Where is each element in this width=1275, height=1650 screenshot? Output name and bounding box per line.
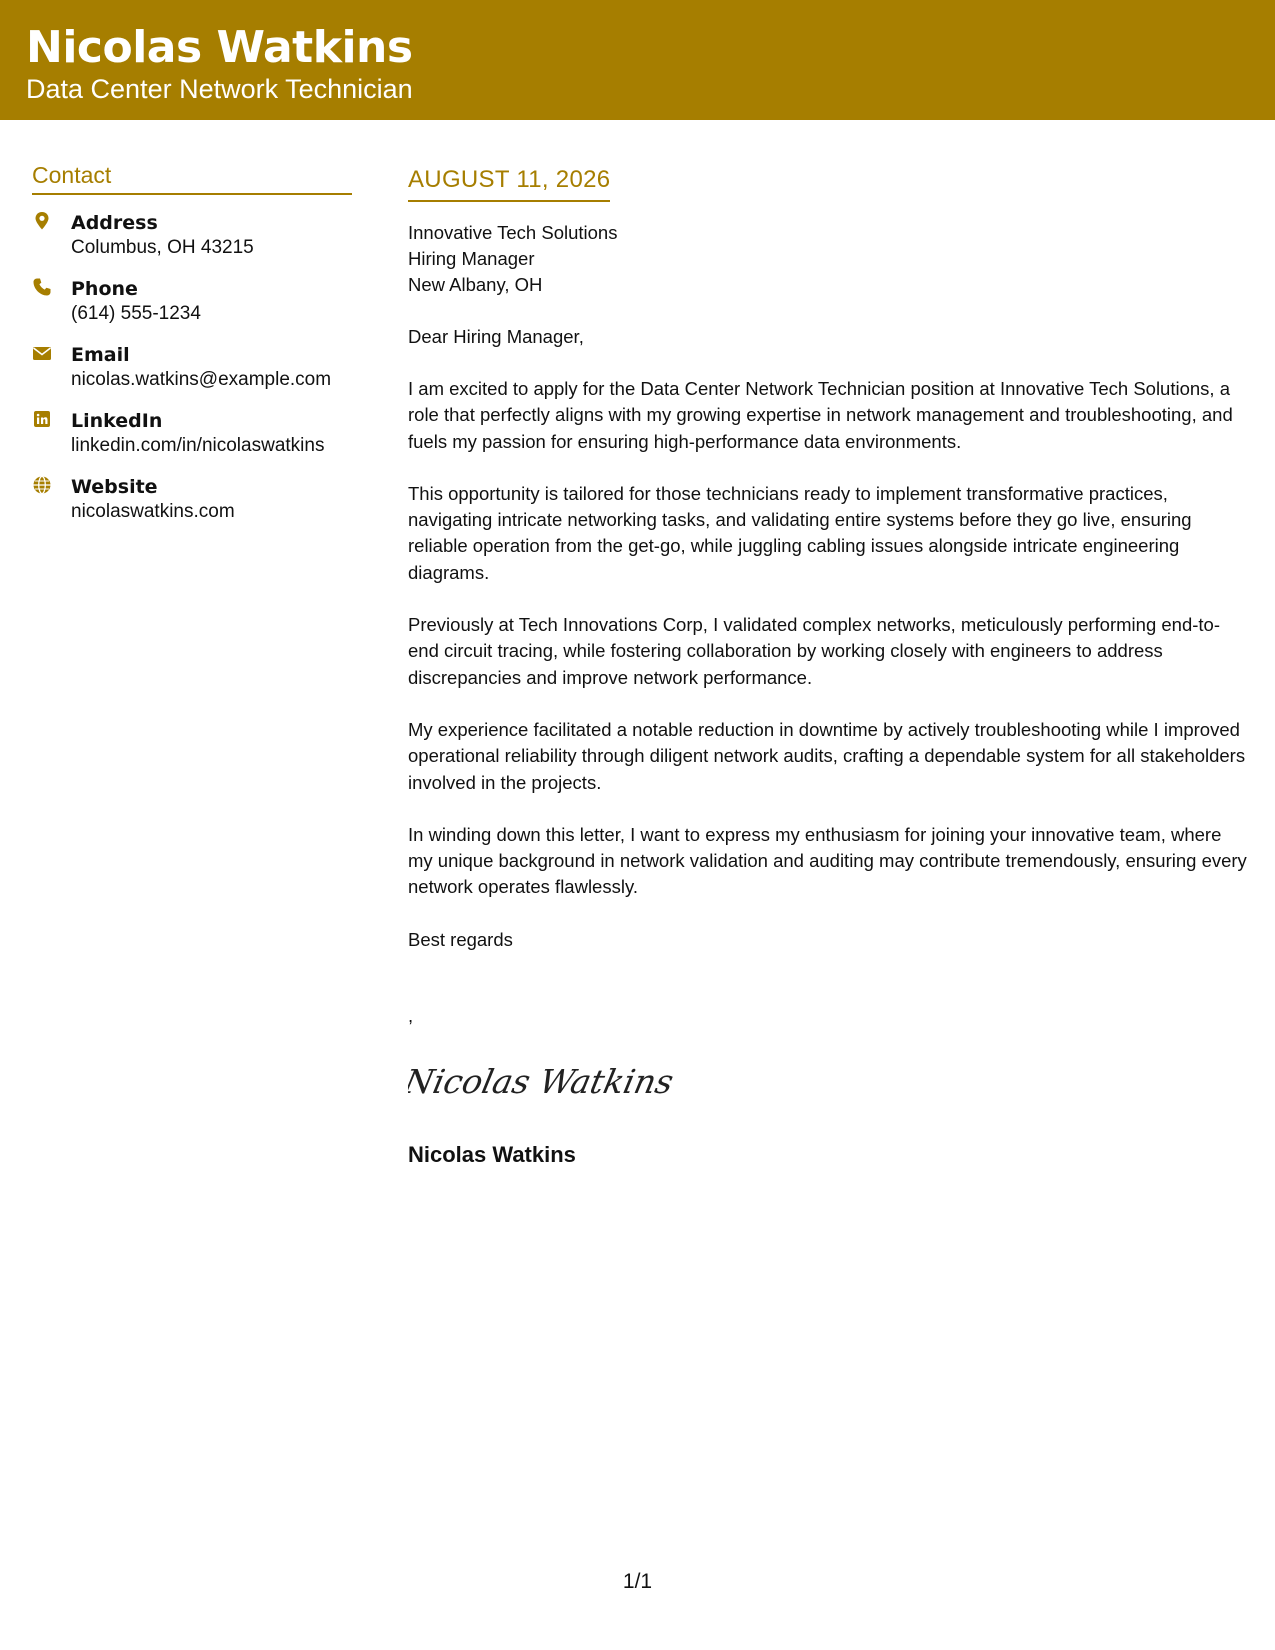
page-number: 1/1 xyxy=(622,1570,653,1593)
contact-phone xyxy=(32,277,352,326)
recipient-company: Innovative Tech Solutions xyxy=(408,222,618,243)
closing: Best regards xyxy=(408,928,513,950)
contact-label: Address xyxy=(71,212,158,234)
contact-value[interactable]: nicolas.watkins@example.com xyxy=(71,369,332,390)
job-title: Data Center Network Technician xyxy=(26,74,413,104)
recipient-location: New Albany, OH xyxy=(408,274,543,295)
letter-paragraph: I am excited to apply for the Data Center Network Technician position at Innovative Tech Solutions, a role that perfectly aligns with my growing expertise in network management and troubleshooting, and fuels my passion for ensuring high-performance data environments. xyxy=(408,378,1233,452)
letter-paragraph: This opportunity is tailored for those technicians ready to implement transformative practices, navigating intricate networking tasks, and validating entire systems before they go live, ensuring reliable operation from the get-go, while juggling cabling issues alongside intricate engineering diagrams. xyxy=(408,482,1192,583)
applicant-name: Nicolas Watkins xyxy=(26,22,413,73)
contact-address xyxy=(32,211,352,260)
linkedin-icon xyxy=(32,409,52,429)
contact-heading: Contact xyxy=(32,162,352,195)
contact-linkedin xyxy=(32,409,352,458)
recipient-role: Hiring Manager xyxy=(408,248,535,269)
signed-name: Nicolas Watkins xyxy=(408,1141,576,1167)
contact-label: Website xyxy=(71,476,158,498)
envelope-icon xyxy=(32,343,52,363)
letter-paragraph: In winding down this letter, I want to express my enthusiasm for joining your innovative team, where my unique background in network validation and auditing may contribute tremendously, ensuring every network operates flawlessly. xyxy=(408,823,1247,898)
closing-comma: , xyxy=(408,1004,414,1026)
recipient-block xyxy=(408,220,1248,298)
svg-text:Nicolas Watkins: Nicolas Watkins xyxy=(408,1062,677,1101)
header-banner xyxy=(0,0,1275,120)
letter-paragraph: My experience facilitated a notable reduction in downtime by actively troubleshooting while I improved operational reliability through diligent network audits, crafting a dependable system for all stakeholders involved in the projects. xyxy=(408,718,1246,793)
contact-label: LinkedIn xyxy=(71,410,163,432)
contact-sidebar xyxy=(32,162,352,524)
contact-value: Columbus, OH 43215 xyxy=(71,237,254,258)
letter-date: AUGUST 11, 2026 xyxy=(408,166,610,202)
contact-website xyxy=(32,475,352,524)
handwritten-signature xyxy=(408,1057,678,1107)
contact-value[interactable]: linkedin.com/in/nicolaswatkins xyxy=(71,435,325,456)
contact-label: Email xyxy=(71,344,130,366)
contact-email xyxy=(32,343,352,392)
phone-icon xyxy=(32,277,52,297)
map-pin-icon xyxy=(32,211,52,231)
letter-paragraph: Previously at Tech Innovations Corp, I validated complex networks, meticulously performing end-to-end circuit tracing, while fostering collaboration by working closely with engineers to address discrepancies and improve network performance. xyxy=(408,614,1220,688)
contact-value: (614) 555-1234 xyxy=(71,303,201,324)
contact-value[interactable]: nicolaswatkins.com xyxy=(71,501,235,522)
salutation: Dear Hiring Manager, xyxy=(408,326,584,347)
globe-icon xyxy=(32,475,52,495)
contact-label: Phone xyxy=(71,278,138,300)
letter-body xyxy=(408,166,1248,1168)
